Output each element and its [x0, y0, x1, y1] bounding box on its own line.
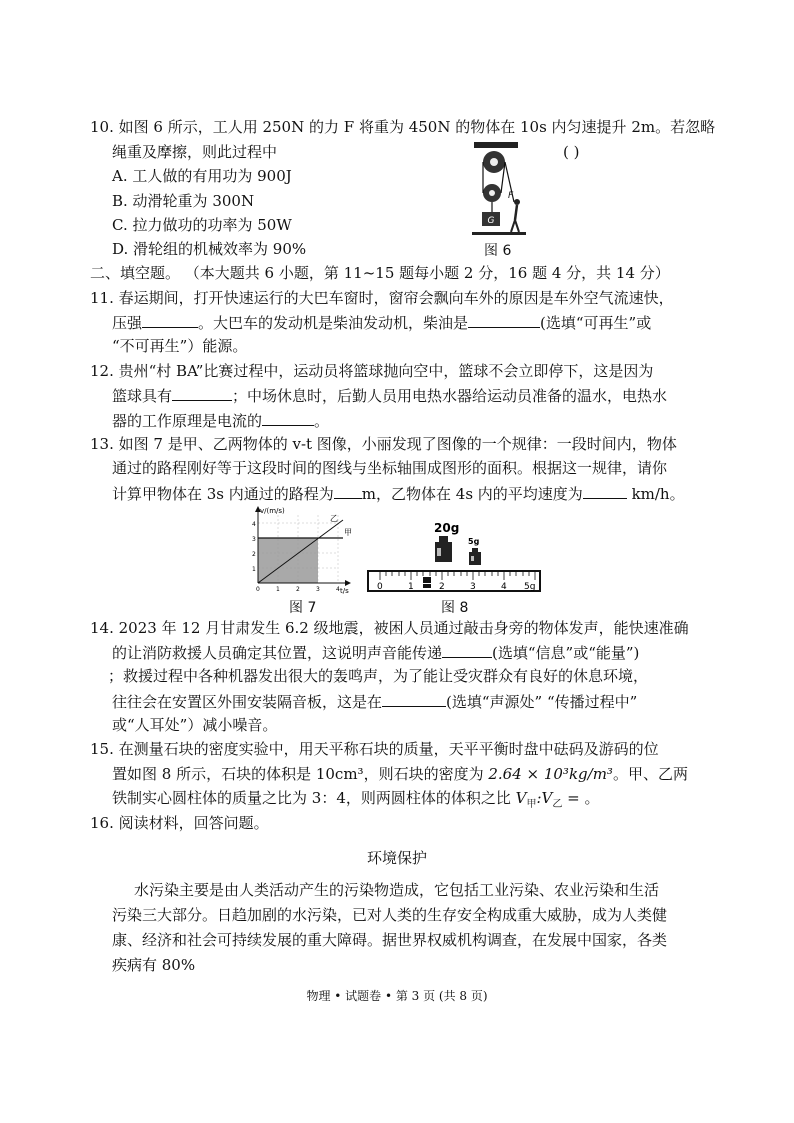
q14-blank-2[interactable] — [382, 691, 446, 707]
ytick-4: 4 — [252, 521, 256, 528]
q14-text-d: (选填“声源处” “传播过程中” — [446, 693, 638, 711]
q13-blank-2[interactable] — [583, 483, 627, 499]
q14-text-c: 往往会在安置区外围安装隔音板，这是在 — [112, 693, 383, 711]
xtick-4: 4 — [336, 586, 340, 593]
figure-8-caption: 图 8 — [441, 600, 469, 616]
q16-reading-title: 环境保护 — [366, 849, 427, 867]
q13-line1: 13. 如图 7 是甲、乙两物体的 v-t 图像，小丽发现了图像的一个规律：一段时间内，物体 — [90, 435, 677, 453]
ytick-2: 2 — [252, 551, 256, 558]
q11-line3: “不可再生”）能源。 — [112, 337, 248, 355]
scale-tick-4: 4 — [501, 582, 507, 592]
xtick-0: 0 — [256, 586, 260, 593]
label-jia: 甲 — [344, 528, 352, 537]
figure-8-balance-weights — [366, 518, 546, 600]
figure-6-pulley-diagram — [468, 140, 530, 240]
ytick-1: 1 — [252, 566, 256, 573]
q12-line2 — [112, 385, 667, 406]
q11-blank-1[interactable] — [142, 312, 198, 328]
q15-text-b: 。甲、乙两 — [612, 765, 688, 783]
q14-line2 — [112, 642, 639, 663]
scale-tick-5g: 5g — [524, 582, 536, 592]
q15-line1: 15. 在测量石块的密度实验中，用天平称石块的质量，天平平衡时盘中砝码及游码的位 — [90, 740, 659, 758]
figure-7-vt-graph — [248, 505, 358, 600]
q10-option-b: B. 动滑轮重为 300N — [112, 192, 255, 210]
label-g: G — [487, 216, 495, 226]
q15-line3 — [112, 788, 599, 815]
figure-7-caption: 图 7 — [289, 600, 317, 616]
scale-tick-1: 1 — [408, 582, 414, 592]
q10-option-c: C. 拉力做功的功率为 50W — [112, 216, 292, 234]
q13-line3 — [112, 483, 685, 504]
q15-text-c: 铁制实心圆柱体的质量之比为 3：4，则两圆柱体的体积之比 — [112, 789, 516, 807]
xtick-1: 1 — [276, 586, 280, 593]
worker-body — [515, 205, 517, 220]
ceiling-bar — [474, 142, 518, 148]
weight-5g-icon — [469, 548, 481, 565]
weight-5g-label: 5g — [468, 537, 480, 546]
q12-line1: 12. 贵州“村 BA”比赛过程中，运动员将篮球抛向空中，篮球不会立即停下，这是因为 — [90, 362, 654, 380]
q13-text-c: km/h。 — [626, 485, 685, 503]
worker-head — [514, 199, 520, 205]
section-2-heading: 二、填空题。 （本大题共 6 小题，第 11~15 题每小题 2 分，16 题 4 分，共 14 分） — [90, 264, 670, 282]
q16-para-line2: 污染三大部分。日趋加剧的水污染，已对人类的生存安全构成重大威胁，成为人类健 — [112, 906, 668, 924]
ytick-3: 3 — [252, 536, 256, 543]
xtick-3: 3 — [316, 586, 320, 593]
q10-option-a: A. 工人做的有用功为 900J — [112, 167, 292, 185]
q12-text-d: 。 — [314, 412, 330, 430]
q15-v-symbol-1: V — [515, 789, 527, 807]
q15-sub-jia: 甲 — [526, 799, 537, 810]
y-axis-label: v/(m/s) — [260, 507, 285, 515]
q12-blank-2[interactable] — [262, 410, 314, 426]
q14-line5: 或“人耳处”）减小噪音。 — [112, 716, 278, 734]
q13-text-a: 计算甲物体在 3s 内通过的路程为 — [112, 485, 334, 503]
weight-20g-label: 20g — [434, 521, 460, 535]
q16-line1: 16. 阅读材料，回答问题。 — [90, 814, 269, 832]
label-f: F — [508, 191, 514, 201]
q11-text-b: 。大巴车的发动机是柴油发动机，柴油是 — [198, 314, 469, 332]
q11-line1: 11. 春运期间，打开快速运行的大巴车窗时，窗帘会飘向车外的原因是车外空气流速快， — [90, 289, 674, 307]
scale-tick-2: 2 — [439, 582, 445, 592]
q12-text-b: ；中场休息时，后勤人员用电热水器给运动员准备的温水，电热水 — [232, 387, 668, 405]
q15-v-symbol-2: :V — [536, 789, 553, 807]
q16-para-line1: 水污染主要是由人类活动产生的污染物造成，它包括工业污染、农业污染和生活 — [134, 881, 660, 899]
q15-text-d: = 。 — [562, 789, 600, 807]
q11-text-a: 压强 — [112, 314, 143, 332]
scale-tick-3: 3 — [470, 582, 476, 592]
scale-tick-0: 0 — [377, 582, 383, 592]
q14-line1: 14. 2023 年 12 月甘肃发生 6.2 级地震，被困人员通过敲击身旁的物体发声，能快速准确 — [90, 619, 689, 637]
q16-para-line3: 康、经济和社会可持续发展的重大障碍。据世界权威机构调查，在发展中国家，各类 — [112, 931, 668, 949]
page-footer: 物理 • 试题卷 • 第 3 页 (共 8 页) — [306, 989, 488, 1003]
q13-line2: 通过的路程刚好等于这段时间的图线与坐标轴围成图形的面积。根据这一规律，请你 — [112, 459, 668, 477]
q15-sub-yi: 乙 — [552, 799, 563, 810]
q15-density-value: 2.64 × 10³kg/m³ — [488, 765, 613, 783]
rider-marker — [423, 577, 431, 583]
weight-20g-icon — [435, 536, 452, 562]
q10-stem-line1: 10. 如图 6 所示，工人用 250N 的力 F 将重为 450N 的物体在 10s 内匀速提升 2m。若忽略 — [90, 118, 716, 136]
q15-text-a: 置如图 8 所示，石块的体积是 10cm³，则石块的密度为 — [112, 765, 489, 783]
q13-text-b: m，乙物体在 4s 内的平均速度为 — [361, 485, 583, 503]
q13-blank-1[interactable] — [334, 483, 362, 499]
q12-blank-1[interactable] — [172, 385, 232, 401]
q11-blank-2[interactable] — [468, 312, 540, 328]
q14-line4 — [112, 691, 637, 712]
q10-answer-paren: ( ) — [563, 143, 580, 161]
q11-line2 — [112, 312, 651, 333]
q15-line2 — [112, 764, 688, 784]
q11-text-c: (选填“可再生”或 — [540, 314, 652, 332]
q14-text-b: (选填“信息”或“能量”) — [492, 644, 640, 662]
ground — [472, 232, 526, 235]
q14-blank-1[interactable] — [442, 642, 492, 658]
figure-6-caption: 图 6 — [484, 243, 512, 259]
q14-line3: ；救援过程中各种机器发出很大的轰鸣声，为了能让受灾群众有良好的休息环境， — [108, 667, 649, 685]
q16-para-line4: 疾病有 80% — [112, 956, 196, 974]
x-axis-label: t/s — [340, 587, 349, 595]
q12-line3 — [112, 410, 329, 431]
q14-text-a: 的让消防救援人员确定其位置，这说明声音能传递 — [112, 644, 443, 662]
label-yi: 乙 — [330, 514, 338, 523]
q10-stem-line2: 绳重及摩擦，则此过程中 — [112, 143, 278, 161]
q12-text-a: 篮球具有 — [112, 387, 173, 405]
q12-text-c: 器的工作原理是电流的 — [112, 412, 263, 430]
xtick-2: 2 — [296, 586, 300, 593]
q10-option-d: D. 滑轮组的机械效率为 90% — [112, 240, 307, 258]
